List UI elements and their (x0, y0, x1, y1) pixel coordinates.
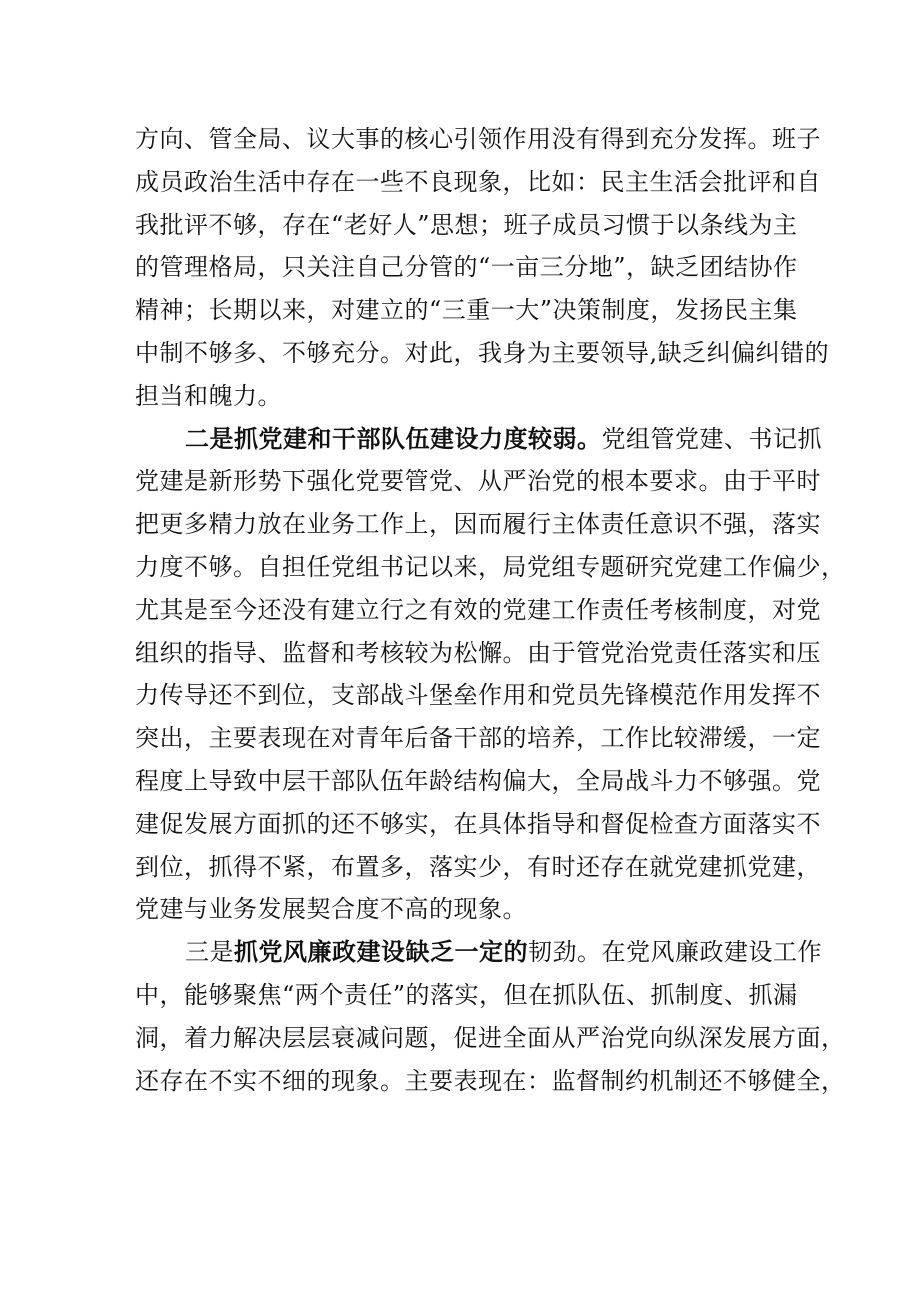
text-line: 力传导还不到位，支部战斗堡垒作用和党员先锋模范作用发挥不 (135, 681, 821, 710)
text-run: 党组管党建、书记抓 (601, 424, 822, 453)
text-line: 担当和魄力。 (135, 381, 282, 410)
text-line: 洞，着力解决层层衰减问题，促进全面从严治党向纵深发展方面， (135, 1023, 846, 1052)
text-line: 精神；长期以来，对建立的“三重一大”决策制度，发扬民主集 (135, 296, 798, 325)
text-line: 到位，抓得不紧，布置多，落实少，有时还存在就党建抓党建， (135, 852, 821, 881)
text-line: 成员政治生活中存在一些不良现象，比如：民主生活会批评和自 (135, 167, 821, 196)
text-line: 的管理格局，只关注自己分管的“一亩三分地”，缺乏团结协作 (135, 253, 798, 282)
text-line: 方向、管全局、议大事的核心引领作用没有得到充分发挥。班子 (135, 125, 821, 153)
paragraph-3 (135, 931, 846, 1102)
text-line: 组织的指导、监督和考核较为松懈。由于管党治党责任落实和压 (135, 638, 821, 667)
text-line: 尤其是至今还没有建立行之有效的党建工作责任考核制度，对党 (135, 595, 821, 624)
text-line: 突出，主要表现在对青年后备干部的培养，工作比较滞缓，一定 (135, 724, 821, 753)
text-line: 中制不够多、不够充分。对此，我身为主要领导,缺乏纠偏纠错的 (135, 338, 830, 367)
paragraph-heading: 抓党风廉政建设缺乏一定的 (234, 937, 528, 967)
text-line: 党建与业务发展契合度不高的现象。 (135, 895, 527, 924)
text-run: 三是 (185, 938, 234, 967)
paragraph-heading: 二是抓党建和干部队伍建设力度较弱。 (185, 423, 602, 453)
text-line: 力度不够。自担任党组书记以来，局党组专题研究党建工作偏少， (135, 552, 846, 581)
document-page (135, 118, 846, 1102)
text-line: 中，能够聚焦“两个责任”的落实，但在抓队伍、抓制度、抓漏 (135, 980, 798, 1009)
text-line: 党建是新形势下强化党要管党、从严治党的根本要求。由于平时 (135, 467, 821, 496)
text-line: 把更多精力放在业务工作上，因而履行主体责任意识不强，落实 (135, 510, 821, 539)
paragraph-2 (135, 418, 846, 932)
text-line: 还存在不实不细的现象。主要表现在：监督制约机制还不够健全， (135, 1066, 846, 1095)
text-line: 建促发展方面抓的还不够实，在具体指导和督促检查方面落实不 (135, 809, 821, 838)
text-line: 我批评不够，存在“老好人”思想；班子成员习惯于以条线为主 (135, 210, 798, 239)
text-line (135, 418, 822, 461)
text-line (135, 931, 822, 974)
text-line: 程度上导致中层干部队伍年龄结构偏大，全局战斗力不够强。党 (135, 766, 821, 795)
paragraph-1 (135, 118, 830, 418)
text-run: 韧劲。在党风廉政建设工作 (528, 938, 822, 967)
